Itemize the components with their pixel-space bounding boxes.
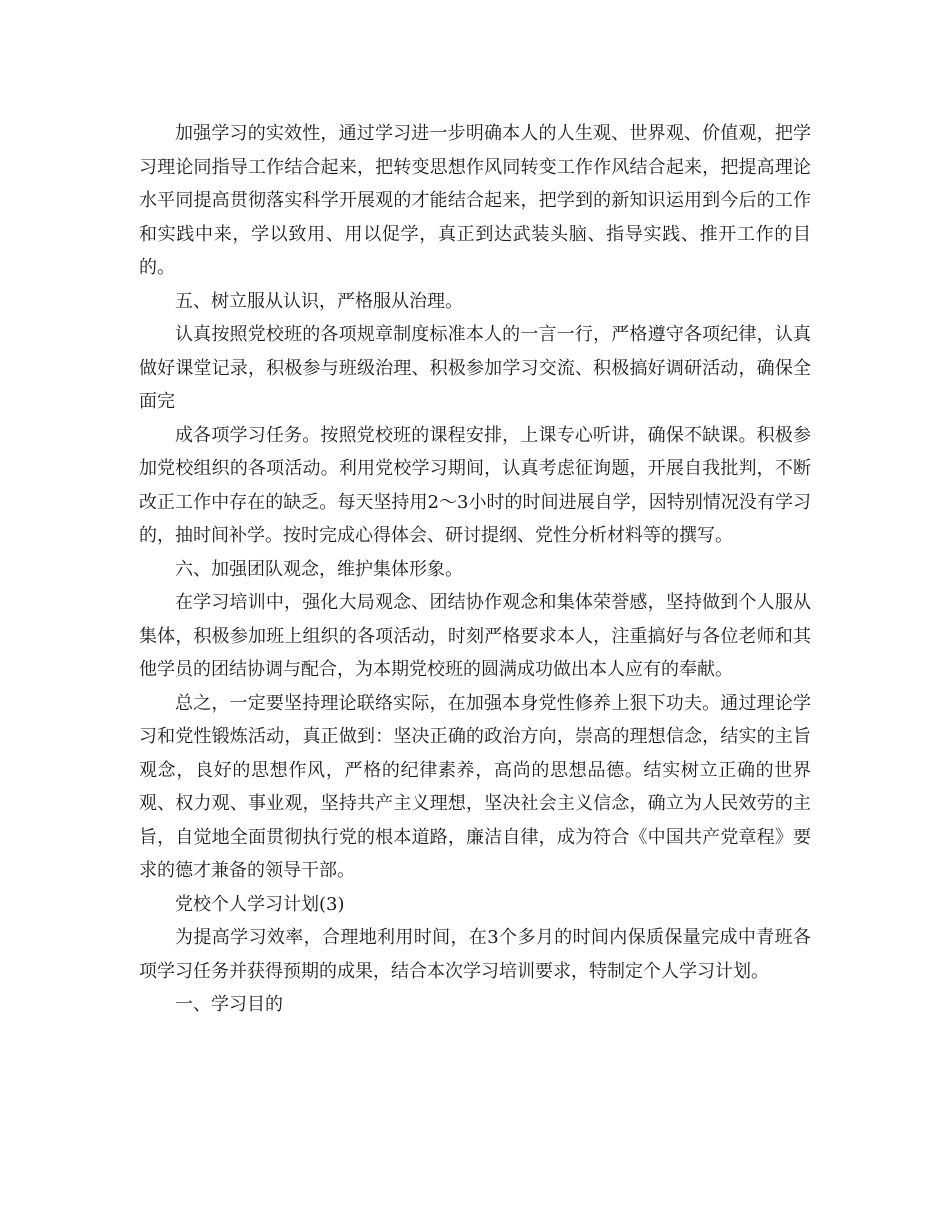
- paragraph-1: 加强学习的实效性，通过学习进一步明确本人的人生观、世界观、价值观，把学习理论同指导工作结合起来，把转变思想作风同转变工作作风结合起来，把提高理论水平同提高贯彻落实科学开展观的才能结合起来，把学到的新知识运用到今后的工作和实践中来，学以致用、用以促学，真正到达武装头脑、指导实践、推开工作的目的。: [139, 123, 811, 278]
- heading-five: 五、树立服从认识，严格服从治理。: [175, 290, 463, 312]
- paragraph-3: 认真按照党校班的各项规章制度标准本人的一言一行，严格遵守各项纪律，认真做好课堂记录，积极参与班级治理、积极参加学习交流、积极搞好调研活动，确保全面完: [139, 324, 811, 412]
- paragraph-summary: 总之，一定要坚持理论联络实际，在加强本身党性修养上狠下功夫。通过理论学习和党性锻炼活动，真正做到：坚决正确的政治方向，崇高的理想信念，结实的主旨观念，良好的思想作风，严格的纪律素养，高尚的思想品德。结实树立正确的世界观、权力观、事业观，坚持共产主义理想，坚决社会主义信念，确立为人民效劳的主旨，自觉地全面贯彻执行党的根本道路，廉洁自律，成为符合《中国共产党章程》要求的德才兼备的领导干部。: [139, 692, 811, 881]
- paragraph-6: 在学习培训中，强化大局观念、团结协作观念和集体荣誉感，坚持做到个人服从集体，积极参加班上组织的各项活动，时刻严格要求本人，注重搞好与各位老师和其他学员的团结协调与配合，为本期党校班的圆满成功做出本人应有的奉献。: [139, 592, 811, 680]
- heading-six: 六、加强团队观念，维护集体形象。: [175, 558, 463, 580]
- paragraph-4: 成各项学习任务。按照党校班的课程安排，上课专心听讲，确保不缺课。积极参加党校组织的各项活动。利用党校学习期间，认真考虑征询题，开展自我批判，不断改正工作中存在的缺乏。每天坚持用2～3小时的时间进展自学，因特别情况没有学习的，抽时间补学。按时完成心得体会、研讨提纲、党性分析材料等的撰写。: [139, 424, 811, 546]
- document-body: [139, 117, 811, 1022]
- heading-learning-purpose: 一、学习目的: [175, 994, 283, 1015]
- paragraph-plan-intro: 为提高学习效率，合理地利用时间，在3个多月的时间内保质保量完成中青班各项学习任务并获得预期的成果，结合本次学习培训要求，特制定个人学习计划。: [139, 927, 811, 982]
- section-title-plan-3: 党校个人学习计划(3): [175, 893, 345, 915]
